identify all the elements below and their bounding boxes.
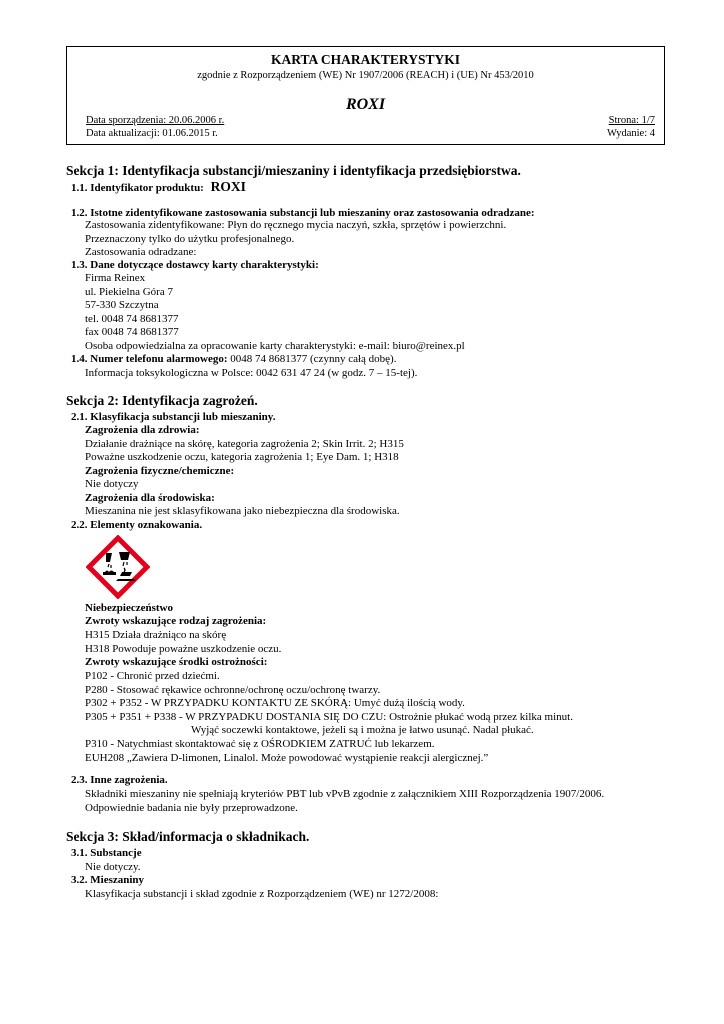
supplier-city: 57-330 Szczytna (85, 299, 159, 311)
edition-number: Wydanie: 4 (606, 128, 655, 139)
regulation-line: zgodnie z Rozporządzeniem (WE) Nr 1907/2006 (REACH) i (UE) Nr 453/2010 (197, 70, 534, 81)
emergency-phone (71, 353, 396, 366)
environment-hazards-heading: Zagrożenia dla środowiska: (85, 492, 215, 504)
page-number: Strona: 1/7 (608, 115, 655, 126)
section-3-title: Sekcja 3: Skład/informacja o składnikach. (66, 829, 310, 844)
precaution-p302: P302 + P352 - W PRZYPADKU KONTAKTU ZE SKÓRĄ: Umyć dużą ilością wody. (85, 697, 465, 709)
uses-advised-against: Zastosowania odradzane: (85, 246, 197, 258)
product-identifier-label: 1.1. Identyfikator produktu: (71, 182, 204, 194)
emergency-phone-value: 0048 74 8681377 (czynny całą dobę). (230, 353, 397, 365)
precautionary-heading: Zwroty wskazujące środki ostrożności: (85, 656, 268, 668)
hazard-h318: H318 Powoduje poważne uszkodzenie oczu. (85, 643, 282, 655)
environment-hazards-value: Mieszanina nie jest sklasyfikowana jako niebezpieczna dla środowiska. (85, 505, 400, 517)
professional-use: Przeznaczony tylko do użytku profesjonalnego. (85, 233, 295, 245)
eye-damage: Poważne uszkodzenie oczu, kategoria zagrożenia 1; Eye Dam. 1; H318 (85, 451, 399, 463)
section-2-2-heading: 2.2. Elementy oznakowania. (71, 519, 203, 531)
tests-not-performed: Odpowiednie badania nie były przeprowadzone. (85, 802, 298, 814)
mixtures-classification: Klasyfikacja substancji i skład zgodnie z Rozporządzeniem (WE) nr 1272/2008: (85, 888, 439, 900)
section-1-3-heading: 1.3. Dane dotyczące dostawcy karty charakterystyki: (71, 259, 319, 271)
physical-hazards-value: Nie dotyczy (85, 478, 139, 490)
section-2-1-heading: 2.1. Klasyfikacja substancji lub mieszaniny. (71, 411, 276, 423)
physical-hazards-heading: Zagrożenia fizyczne/chemiczne: (85, 465, 235, 477)
product-name: ROXI (345, 96, 386, 113)
precaution-p305: P305 + P351 + P338 - W PRZYPADKU DOSTANIA SIĘ DO CZU: Ostrożnie płukać wodą przez kilka minut. (85, 711, 573, 723)
precaution-p310: P310 - Natychmiast skontaktować się z OŚRODKIEM ZATRUĆ lub lekarzem. (85, 738, 435, 750)
date-updated: Data aktualizacji: 01.06.2015 r. (86, 128, 218, 139)
responsible-person: Osoba odpowiedzialna za opracowanie karty charakterystyki: e-mail: biuro@reinex.pl (85, 340, 465, 352)
supplier-street: ul. Piekielna Góra 7 (85, 286, 173, 298)
section-3-1-heading: 3.1. Substancje (71, 847, 142, 859)
document-title: KARTA CHARAKTERYSTYKI (271, 52, 460, 67)
identified-uses: Zastosowania zidentyfikowane: Płyn do ręcznego mycia naczyń, szkła, sprzętów i powierzchni. (85, 219, 507, 231)
product-identifier-value: ROXI (210, 179, 246, 194)
section-1-2-heading: 1.2. Istotne zidentyfikowane zastosowania substancji lub mieszaniny oraz zastosowania odradzane: (71, 207, 535, 219)
document-header (66, 46, 665, 145)
hazard-h315: H315 Działa drażniąco na skórę (85, 629, 227, 641)
supplier-name: Firma Reinex (85, 272, 146, 284)
section-3-2-heading: 3.2. Mieszaniny (71, 874, 145, 886)
signal-word: Niebezpieczeństwo (85, 602, 173, 614)
health-hazards-heading: Zagrożenia dla zdrowia: (85, 424, 200, 436)
emergency-phone-label: 1.4. Numer telefonu alarmowego: (71, 353, 228, 365)
euh208-statement: EUH208 „Zawiera D-limonen, Linalol. Może powodować wystąpienie reakcji alergicznej.” (85, 752, 489, 764)
section-1-title: Sekcja 1: Identyfikacja substancji/mieszaniny i identyfikacja przedsiębiorstwa. (66, 163, 521, 178)
supplier-fax: fax 0048 74 8681377 (85, 326, 179, 338)
supplier-phone: tel. 0048 74 8681377 (85, 313, 179, 325)
section-2-3-heading: 2.3. Inne zagrożenia. (71, 774, 168, 786)
substances-value: Nie dotyczy. (85, 861, 141, 873)
hazard-statements-heading: Zwroty wskazujące rodzaj zagrożenia: (85, 615, 267, 627)
corrosion-pictogram-icon (86, 535, 150, 599)
date-created: Data sporządzenia: 20.06.2006 r. (86, 115, 225, 126)
precaution-p280: P280 - Stosować rękawice ochronne/ochronę oczu/ochronę twarzy. (85, 684, 381, 696)
toxicology-info: Informacja toksykologiczna w Polsce: 0042 631 47 24 (w godz. 7 – 15-tej). (85, 367, 418, 379)
skin-irritation: Działanie drażniące na skórę, kategoria zagrożenia 2; Skin Irrit. 2; H315 (85, 438, 404, 450)
product-identifier (71, 180, 246, 195)
precaution-p305-continued: Wyjąć soczewki kontaktowe, jeżeli są i można je łatwo usunąć. Nadal płukać. (191, 724, 534, 736)
precaution-p102: P102 - Chronić przed dziećmi. (85, 670, 220, 682)
pbt-assessment: Składniki mieszaniny nie spełniają kryteriów PBT lub vPvB zgodnie z załącznikiem XIII Rozporządzenia 1907/2006. (85, 788, 605, 800)
section-2-title: Sekcja 2: Identyfikacja zagrożeń. (66, 393, 258, 408)
